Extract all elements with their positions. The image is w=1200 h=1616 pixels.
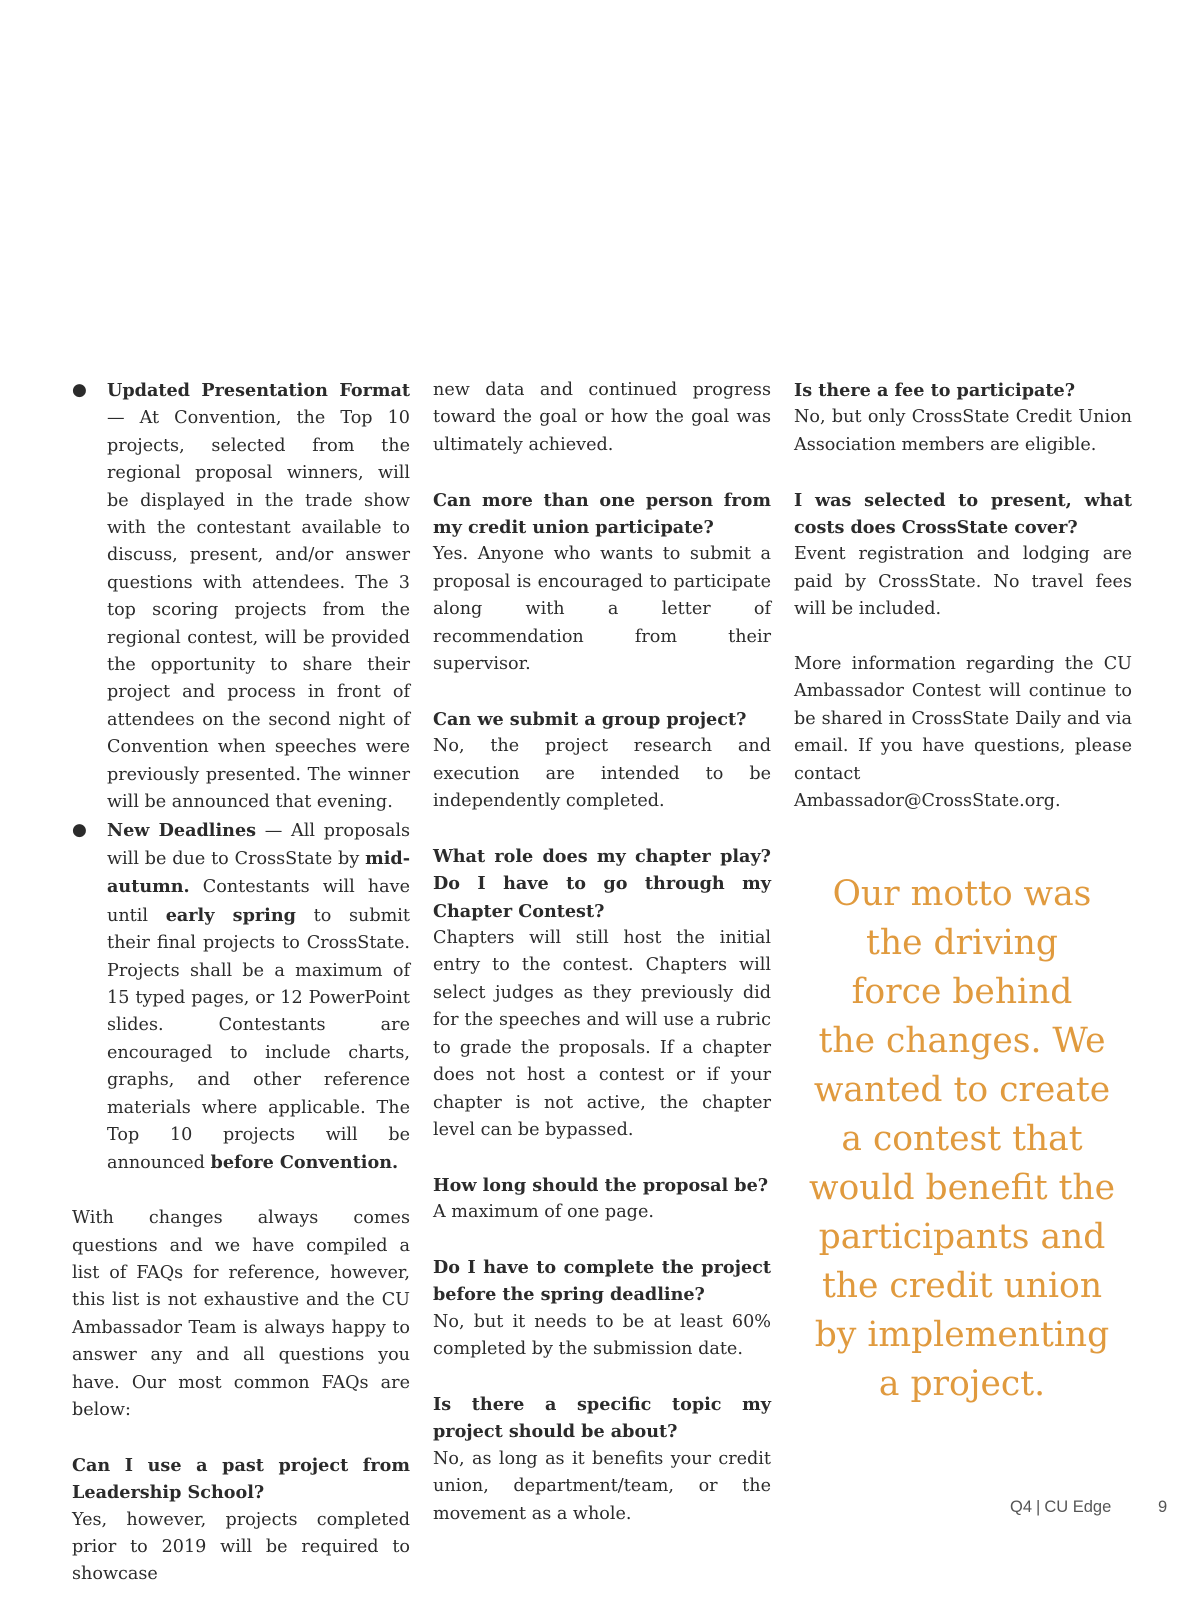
bullet-title: New Deadlines — [107, 819, 257, 841]
faq-item — [433, 487, 771, 679]
footer-issue: Q4 — [1010, 1498, 1033, 1516]
faq-answer: Event registration and lodging are paid by CrossState. No travel fees will be included. — [794, 544, 1132, 620]
faq-answer: No, but it needs to be at least 60% completed by the submission date. — [433, 1311, 771, 1360]
column-2 — [433, 377, 771, 1555]
faq-question: Can more than one person from my credit union participate? — [433, 489, 771, 539]
pull-quote-line: participants and — [818, 1217, 1106, 1257]
page-number: 9 — [1158, 1498, 1168, 1516]
faq-item — [72, 1452, 410, 1589]
faq-answer: Yes. Anyone who wants to submit a proposal is encouraged to participate along with a letter of recommendation from their supervisor. — [433, 544, 771, 675]
bullet-presentation-format — [72, 377, 410, 817]
pull-quote-line: force behind — [851, 972, 1073, 1012]
faq-item — [794, 487, 1132, 624]
bullet-text: Contestants will have until — [107, 877, 410, 926]
footer-separator: | — [1036, 1498, 1041, 1516]
bullet-text: to submit their final projects to CrossState. Projects shall be a maximum of 15 typed pages, or 12 PowerPoint slides. Contestants are encouraged to include charts, graphs, and other reference materials where applicable. The Top 10 projects will be announced — [107, 905, 410, 1174]
faq-question: Do I have to complete the project before the spring deadline? — [433, 1256, 771, 1306]
faq-item — [433, 706, 771, 816]
bullet-new-deadlines — [72, 817, 410, 1178]
pull-quote-line: wanted to create — [813, 1070, 1111, 1110]
pull-quote-line: a contest that — [841, 1119, 1083, 1159]
page-footer — [1010, 1498, 1111, 1517]
footer-publication: CU Edge — [1044, 1498, 1112, 1516]
closing-paragraph: More information regarding the CU Ambassador Contest will continue to be shared in CrossState Daily and via email. If you have questions, please contact Ambassador@CrossState.org. — [794, 654, 1132, 812]
faq-question: What role does my chapter play? Do I have to go through my Chapter Contest? — [433, 845, 771, 922]
bullet-text: — All proposals will be due to CrossState by — [107, 820, 410, 869]
pull-quote-line: the changes. We — [818, 1021, 1106, 1061]
faq-answer: A maximum of one page. — [433, 1202, 654, 1223]
bullet-text: — At Convention, the Top 10 projects, selected from the regional proposal winners, will be displayed in the trade show with the contestant available to discuss, present, and/or answer questions with attendees. The 3 top scoring projects from the regional contest, will be provided the opportunity to share their project and process in front of attendees on the second night of Convention when speeches were previously presented. The winner will be announced that evening. — [107, 408, 410, 813]
pull-quote-line: the credit union — [821, 1266, 1103, 1306]
pull-quote-line: the driving — [866, 923, 1058, 963]
faq-item — [433, 1391, 771, 1528]
bullet-emphasis: mid-autumn. — [107, 847, 410, 898]
faq-answer: No, the project research and execution are intended to be independently completed. — [433, 736, 771, 812]
pull-quote-line: a project. — [878, 1364, 1046, 1404]
faq-answer: No, but only CrossState Credit Union Association members are eligible. — [794, 407, 1132, 455]
bullet-dot-icon: ● — [72, 819, 87, 840]
faq-answer: No, as long as it benefits your credit union, department/team, or the movement as a whole. — [433, 1448, 771, 1524]
column-3 — [794, 377, 1132, 843]
faq-item — [794, 377, 1132, 459]
faq-item — [433, 1172, 771, 1227]
faq-answer: Chapters will still host the initial entry to the contest. Chapters will select judges as they previously did for the speeches and will use a rubric to grade the proposals. If a chapter does not host a contest or if your chapter is not active, the chapter level can be bypassed. — [433, 928, 771, 1140]
continued-answer: new data and continued progress toward the goal or how the goal was ultimately achieved. — [433, 380, 771, 455]
pull-quote-line: Our motto was — [832, 874, 1092, 914]
faq-question: Is there a specific topic my project should be about? — [433, 1393, 771, 1443]
column-1 — [72, 377, 410, 1616]
bullet-list — [72, 377, 410, 1178]
faq-question: I was selected to present, what costs does CrossState cover? — [794, 489, 1132, 539]
faq-question: Is there a fee to participate? — [794, 380, 1076, 401]
faq-item — [433, 843, 771, 1144]
bullet-emphasis: early spring — [165, 904, 296, 926]
faq-intro: With changes always comes questions and we have compiled a list of FAQs for reference, however, this list is not exhaustive and the CU Ambassador Team is always happy to answer any and all questions you have. Our most common FAQs are below: — [72, 1208, 410, 1421]
faq-question: Can I use a past project from Leadership School? — [72, 1454, 410, 1504]
pull-quote — [794, 870, 1130, 1409]
bullet-dot-icon: ● — [72, 380, 87, 400]
bullet-title: Updated Presentation Format — [107, 380, 410, 401]
faq-question: How long should the proposal be? — [433, 1174, 769, 1196]
faq-question: Can we submit a group project? — [433, 708, 747, 730]
faq-item — [433, 1254, 771, 1364]
faq-answer: Yes, however, projects completed prior to 2019 will be required to showcase — [72, 1509, 410, 1585]
pull-quote-line: would benefit the — [808, 1168, 1116, 1208]
pull-quote-line: by implementing — [814, 1315, 1110, 1355]
bullet-emphasis: before Convention. — [210, 1152, 399, 1174]
